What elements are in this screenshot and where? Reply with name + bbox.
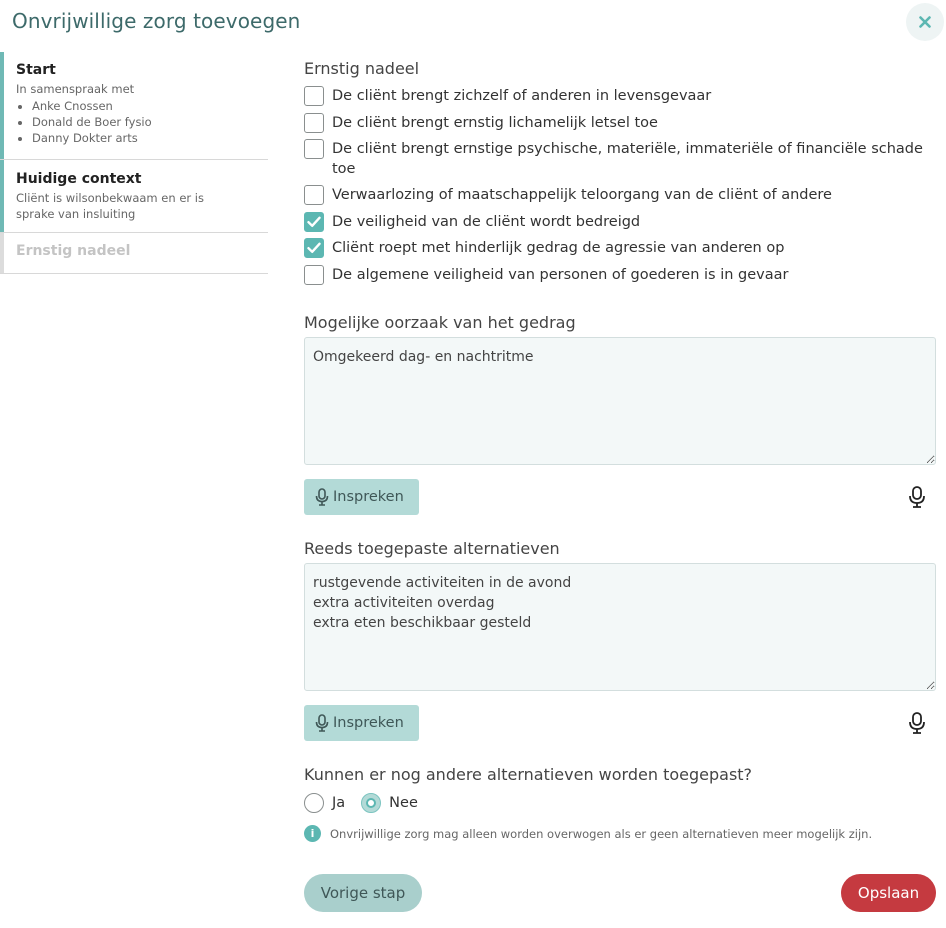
checkbox[interactable] <box>304 113 324 133</box>
checkbox[interactable] <box>304 139 324 159</box>
radio-ja-label: Ja <box>332 795 346 811</box>
inspreken-button[interactable] <box>304 479 419 515</box>
option-label: Verwaarlozing of maatschappelijk teloorgang van de cliënt of andere <box>332 187 832 203</box>
close-icon <box>919 16 931 28</box>
microphone-icon[interactable] <box>907 711 927 735</box>
step-active-bar <box>0 160 4 232</box>
info-text: Onvrijwillige zorg mag alleen worden overwogen als er geen alternatieven meer mogelijk zijn. <box>330 826 873 841</box>
step-start-subtitle: In samenspraak met <box>16 82 135 96</box>
option-label: De cliënt brengt ernstig lichamelijk letsel toe <box>332 115 658 131</box>
step-start[interactable] <box>0 52 268 160</box>
microphone-icon <box>315 488 329 506</box>
checkbox-checked[interactable] <box>304 212 324 232</box>
participant-item: • Donald de Boer fysio <box>32 114 268 130</box>
alternatieven-label: Reeds toegepaste alternatieven <box>304 539 560 558</box>
participants-list <box>32 98 268 146</box>
radio-group <box>304 793 418 813</box>
option-row[interactable] <box>304 265 932 285</box>
question-label: Kunnen er nog andere alternatieven worden toegepast? <box>304 765 753 784</box>
option-label: De algemene veiligheid van personen of goederen is in gevaar <box>332 267 789 283</box>
step-nadeel-title: Ernstig nadeel <box>16 243 131 259</box>
info-note <box>304 825 872 842</box>
option-row[interactable] <box>304 86 932 106</box>
microphone-icon <box>315 714 329 732</box>
option-label: De cliënt brengt zichzelf of anderen in levensgevaar <box>332 88 712 104</box>
radio-nee-label: Nee <box>389 795 418 811</box>
inspreken-label: Inspreken <box>333 715 404 731</box>
option-label: De veiligheid van de cliënt wordt bedreigd <box>332 214 641 230</box>
close-button[interactable] <box>906 3 944 41</box>
check-icon <box>307 242 321 254</box>
save-button[interactable]: Opslaan <box>841 874 936 912</box>
alternatieven-textarea[interactable] <box>304 563 936 691</box>
step-active-bar <box>0 52 4 159</box>
step-navigation <box>0 52 268 274</box>
option-label: De cliënt brengt ernstige psychische, materiële, immateriële of financiële schade toe <box>332 141 923 177</box>
option-row[interactable] <box>304 139 932 179</box>
step-context-title: Huidige context <box>16 171 142 187</box>
radio-ja[interactable] <box>304 793 324 813</box>
checkbox[interactable] <box>304 86 324 106</box>
option-row[interactable] <box>304 238 932 258</box>
step-context[interactable] <box>0 160 268 233</box>
nadeel-label: Ernstig nadeel <box>304 59 420 78</box>
option-row[interactable] <box>304 113 932 133</box>
oorzaak-textarea[interactable] <box>304 337 936 465</box>
step-context-description: Cliënt is wilsonbekwaam en er is sprake van insluiting <box>16 191 204 221</box>
option-label: Cliënt roept met hinderlijk gedrag de agressie van anderen op <box>332 240 785 256</box>
check-icon <box>307 216 321 228</box>
dialog-title: Onvrijwillige zorg toevoegen <box>12 9 301 33</box>
inspreken-label: Inspreken <box>333 489 404 505</box>
radio-nee[interactable] <box>361 793 381 813</box>
inspreken-button[interactable] <box>304 705 419 741</box>
checkbox[interactable] <box>304 185 324 205</box>
info-icon: i <box>304 825 321 842</box>
microphone-icon[interactable] <box>907 485 927 509</box>
option-row[interactable] <box>304 212 932 232</box>
step-nadeel[interactable] <box>0 233 268 274</box>
checkbox[interactable] <box>304 265 324 285</box>
participant-item: • Danny Dokter arts <box>32 130 268 146</box>
radio-selected-dot <box>366 798 376 808</box>
oorzaak-label: Mogelijke oorzaak van het gedrag <box>304 313 576 332</box>
participant-item: • Anke Cnossen <box>32 98 268 114</box>
option-row[interactable] <box>304 185 932 205</box>
checkbox-checked[interactable] <box>304 238 324 258</box>
previous-step-button[interactable]: Vorige stap <box>304 874 422 912</box>
step-inactive-bar <box>0 233 4 273</box>
step-start-title: Start <box>16 62 56 78</box>
